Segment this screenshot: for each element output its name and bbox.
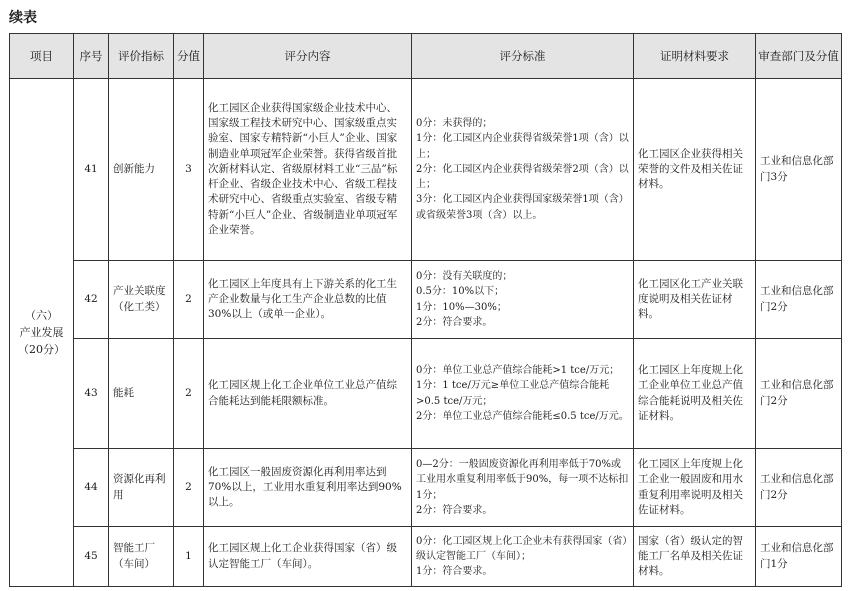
table-row bbox=[10, 79, 842, 261]
header-number: 序号 bbox=[74, 34, 109, 79]
row-department: 工业和信息化部门3分 bbox=[756, 79, 842, 261]
row-evidence: 化工园区上年度规上化工企业单位工业总产值综合能耗说明及相关佐证材料。 bbox=[634, 339, 756, 449]
table-row bbox=[10, 449, 842, 527]
row-indicator: 能耗 bbox=[109, 339, 174, 449]
row-indicator: 产业关联度（化工类） bbox=[109, 261, 174, 339]
row-score: 3 bbox=[174, 79, 204, 261]
row-evidence: 化工园区上年度规上化工企业一般固废和用水重复利用率说明及相关佐证材料。 bbox=[634, 449, 756, 527]
category-cell: （六） 产业发展 （20分） bbox=[10, 79, 74, 587]
row-number: 43 bbox=[74, 339, 109, 449]
row-evidence: 化工园区化工产业关联度说明及相关佐证材料。 bbox=[634, 261, 756, 339]
evaluation-table bbox=[9, 33, 842, 587]
row-number: 42 bbox=[74, 261, 109, 339]
row-content: 化工园区一般固废资源化再利用率达到70%以上，工业用水重复利用率达到90%以上。 bbox=[204, 449, 412, 527]
table-row bbox=[10, 527, 842, 587]
row-score: 1 bbox=[174, 527, 204, 587]
row-standard: 0分：化工园区规上化工企业未有获得国家（省）级认定智能工厂（车间）； 1分：符合要求。 bbox=[412, 527, 634, 587]
header-score: 分值 bbox=[174, 34, 204, 79]
row-score: 2 bbox=[174, 339, 204, 449]
table-row bbox=[10, 339, 842, 449]
row-standard: 0分：单位工业总产值综合能耗>1 tce/万元； 1分：1 tce/万元≥单位工业总产值综合能耗>0.5 tce/万元； 2分：单位工业总产值综合能耗≤0.5 tce/万元。 bbox=[412, 339, 634, 449]
row-department: 工业和信息化部门2分 bbox=[756, 261, 842, 339]
row-standard: 0分：未获得的； 1分：化工园区内企业获得省级荣誉1项（含）以上； 2分：化工园区内企业获得省级荣誉2项（含）以上； 3分：化工园区内企业获得国家级荣誉1项（含）或省级荣誉3项（含）以上。 bbox=[412, 79, 634, 261]
header-row bbox=[10, 34, 842, 79]
row-evidence: 化工园区企业获得相关荣誉的文件及相关佐证材料。 bbox=[634, 79, 756, 261]
row-standard: 0—2分：一般固废资源化再利用率低于70%或工业用水重复利用率低于90%，每一项不达标扣1分； 2分：符合要求。 bbox=[412, 449, 634, 527]
header-content: 评分内容 bbox=[204, 34, 412, 79]
row-content: 化工园区规上化工企业获得国家（省）级认定智能工厂（车间）。 bbox=[204, 527, 412, 587]
table-caption: 续表 bbox=[9, 10, 37, 26]
header-evidence: 证明材料要求 bbox=[634, 34, 756, 79]
row-indicator: 智能工厂（车间） bbox=[109, 527, 174, 587]
row-department: 工业和信息化部门2分 bbox=[756, 339, 842, 449]
row-number: 45 bbox=[74, 527, 109, 587]
header-project: 项目 bbox=[10, 34, 74, 79]
row-score: 2 bbox=[174, 449, 204, 527]
row-content: 化工园区企业获得国家级企业技术中心、国家级工程技术研究中心、国家级重点实验室、国家专精特新“小巨人”企业、国家制造业单项冠军企业荣誉。获得省级首批次新材料认定、省级原材料工业“三品”标杆企业、省级企业技术中心、省级工程技术研究中心、省级重点实验室、省级专精特新“小巨人”企业、省级制造业单项冠军企业荣誉。 bbox=[204, 79, 412, 261]
row-indicator: 创新能力 bbox=[109, 79, 174, 261]
header-department: 审查部门及分值 bbox=[756, 34, 842, 79]
row-indicator: 资源化再利用 bbox=[109, 449, 174, 527]
row-content: 化工园区规上化工企业单位工业总产值综合能耗达到能耗限额标准。 bbox=[204, 339, 412, 449]
row-department: 工业和信息化部门1分 bbox=[756, 527, 842, 587]
header-indicator: 评价指标 bbox=[109, 34, 174, 79]
table-row bbox=[10, 261, 842, 339]
row-evidence: 国家（省）级认定的智能工厂名单及相关佐证材料。 bbox=[634, 527, 756, 587]
row-number: 44 bbox=[74, 449, 109, 527]
row-score: 2 bbox=[174, 261, 204, 339]
row-content: 化工园区上年度具有上下游关系的化工生产企业数量与化工生产企业总数的比值30%以上（或单一企业）。 bbox=[204, 261, 412, 339]
row-department: 工业和信息化部门2分 bbox=[756, 449, 842, 527]
row-number: 41 bbox=[74, 79, 109, 261]
row-standard: 0分：没有关联度的； 0.5分：10%以下； 1分：10%—30%； 2分：符合要求。 bbox=[412, 261, 634, 339]
header-standard: 评分标准 bbox=[412, 34, 634, 79]
